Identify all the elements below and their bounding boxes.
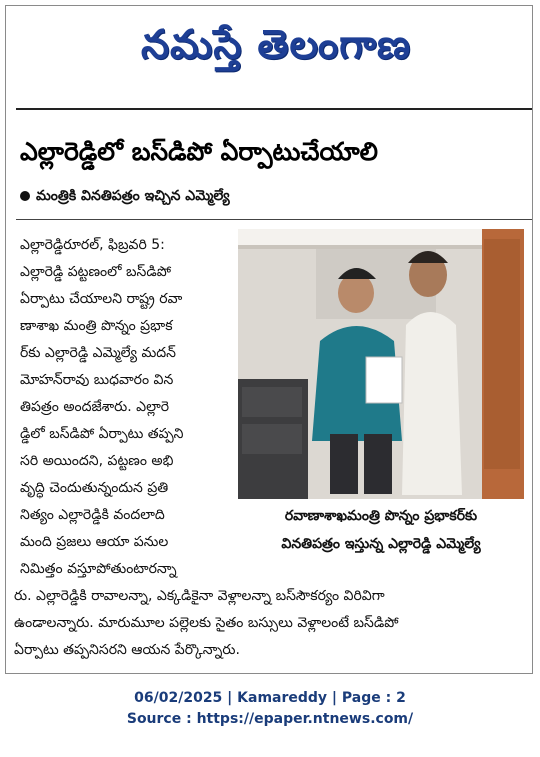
source-footer bbox=[0, 688, 540, 738]
body-line: ణాశాఖ మంత్రి పొన్నం ప్రభాక bbox=[20, 318, 173, 334]
photo-illustration bbox=[238, 229, 524, 499]
footer-source-line: Source : https://epaper.ntnews.com/ bbox=[126, 711, 414, 727]
article-photo bbox=[238, 229, 524, 499]
masthead-divider bbox=[16, 108, 532, 110]
article-subheadline bbox=[20, 184, 460, 208]
article-body-column bbox=[20, 232, 238, 588]
body-line: రు. ఎల్లారెడ్డికి రావాలన్నా, ఎక్కడికైనా వెళ్లాలన్నా బస్‌సౌకర్యం విరివిగా bbox=[14, 588, 385, 604]
body-line: ఉండాలన్నారు. మారుమూల పల్లెలకు సైతం బస్సులు వెళ్లాలంటే బస్‌డిపో bbox=[14, 615, 399, 631]
body-line: మంది ప్రజలు ఆయా పనుల bbox=[20, 534, 169, 550]
newspaper-masthead: నమస్తే తెలంగాణ bbox=[140, 22, 412, 68]
caption-line: రవాణాశాఖమంత్రి పొన్నం ప్రభాకర్‌కు bbox=[284, 508, 478, 524]
headline-divider bbox=[16, 219, 532, 220]
body-line: ఎల్లారెడ్డి పట్టణంలో బస్‌డిపో bbox=[20, 264, 171, 280]
body-line: సరి అయిందని, పట్టణం అభి bbox=[20, 453, 174, 469]
body-line: నిత్యం ఎల్లారెడ్డికి వందలాది bbox=[20, 507, 165, 523]
body-line: మోహన్‌రావు బుధవారం విన bbox=[20, 372, 174, 388]
article-body-full-width bbox=[14, 583, 526, 667]
subhead-text: మంత్రికి వినతిపత్రం ఇచ్చిన ఎమ్మెల్యే bbox=[36, 188, 230, 204]
bullet-icon bbox=[20, 191, 30, 201]
body-line: ఏర్పాటు తప్పనిసరని ఆయన పేర్కొన్నారు. bbox=[14, 642, 240, 658]
footer-date-line: 06/02/2025 | Kamareddy | Page : 2 bbox=[134, 690, 406, 706]
caption-line: వినతిపత్రం ఇస్తున్న ఎల్లారెడ్డి ఎమ్మెల్యే bbox=[281, 536, 481, 552]
body-line: తిపత్రం అందజేశారు. ఎల్లారె bbox=[20, 399, 170, 415]
body-line: నిమిత్తం వస్తూపోతుంటారన్నా bbox=[20, 561, 177, 577]
body-line: ర్‌కు ఎల్లారెడ్డి ఎమ్మెల్యే మదన్ bbox=[20, 345, 176, 361]
body-line: ఎల్లారెడ్డిరూరల్, ఫిబ్రవరి 5: bbox=[20, 237, 165, 253]
body-line: వృద్ధి చెందుతున్నందున ప్రతి bbox=[20, 480, 169, 496]
body-line: ఏర్పాటు చేయాలని రాష్ట్ర రవా bbox=[20, 291, 183, 307]
photo-caption bbox=[238, 502, 524, 560]
body-line: డ్డిలో బస్‌డిపో ఏర్పాటు తప్పని bbox=[20, 426, 184, 442]
article-headline: ఎల్లారెడ్డిలో బస్‌డిపో ఏర్పాటుచేయాలి bbox=[20, 137, 378, 166]
